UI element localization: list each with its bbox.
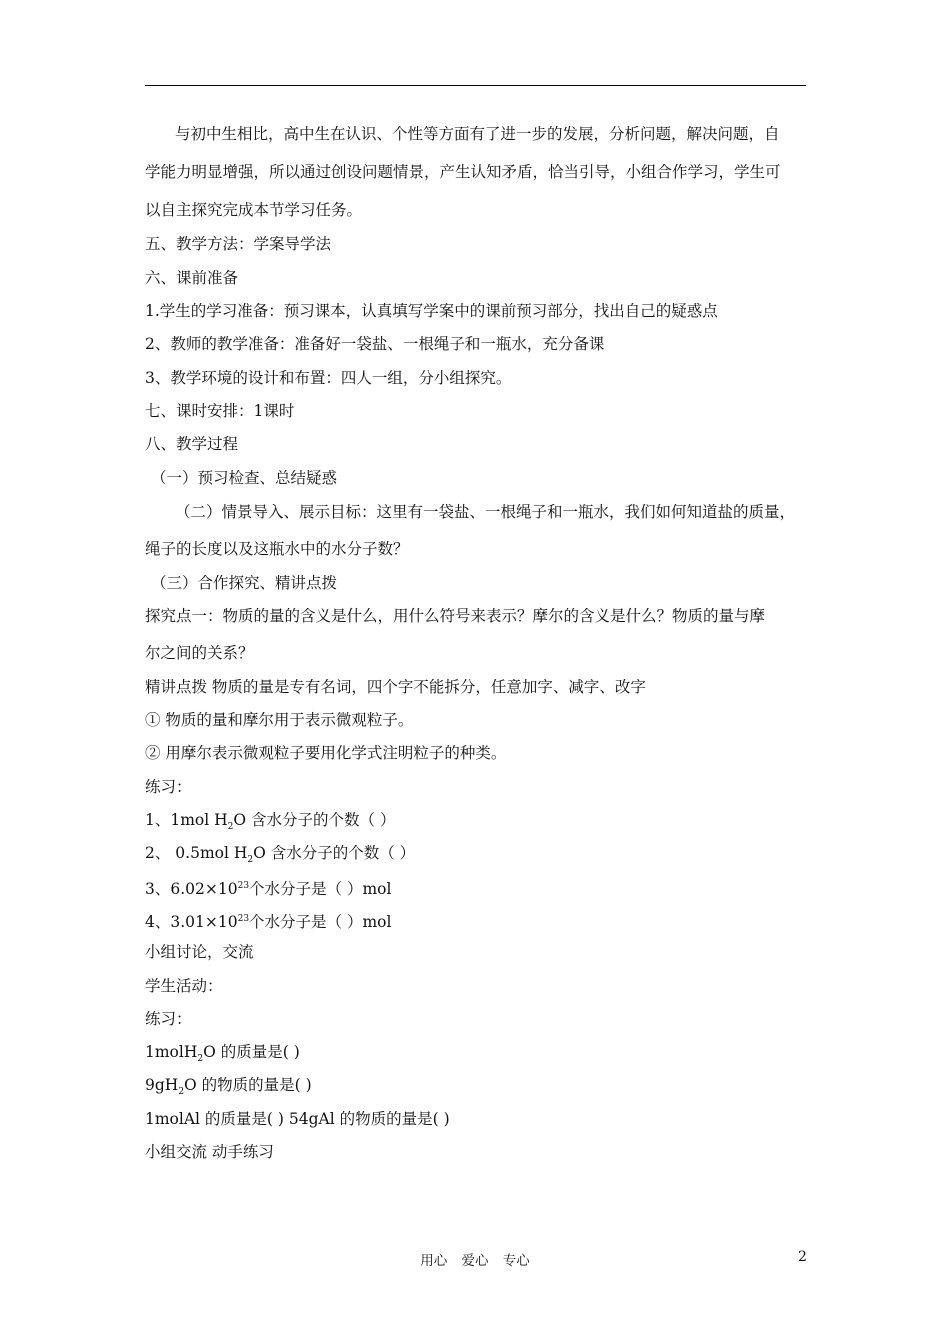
exercise-item — [145, 874, 391, 901]
paragraph-line: 学能力明显增强，所以通过创设问题情景，产生认知矛盾，恰当引导，小组合作学习，学生可 — [145, 163, 781, 181]
exercise-item — [145, 841, 415, 872]
superscript: 23 — [237, 914, 250, 924]
section-heading: 五、教学方法：学案导学法 — [145, 235, 332, 253]
exercise-item — [145, 1073, 312, 1104]
header-rule — [145, 85, 806, 86]
superscript: 23 — [237, 881, 250, 891]
subsection-heading: （三）合作探究、精讲点拨 — [151, 574, 338, 592]
exercise-title: 练习： — [145, 778, 192, 796]
exercise-title: 练习： — [145, 1010, 192, 1028]
exercise-text: O 含水分子的个数（ ） — [233, 811, 396, 829]
list-item: 1.学生的学习准备：预习课本，认真填写学案中的课前预习部分，找出自己的疑惑点 — [145, 302, 718, 320]
exercise-text: 2、 0.5mol H — [145, 844, 248, 862]
exercise-text: O 的物质的量是( ) — [184, 1076, 312, 1094]
exercise-text: O 的质量是( ) — [203, 1043, 300, 1061]
paragraph-line: （二）情景导入、展示目标：这里有一袋盐、一根绳子和一瓶水，我们如何知道盐的质量， — [175, 503, 796, 521]
tip-item: ② 用摩尔表示微观粒子要用化学式注明粒子的种类。 — [145, 744, 507, 762]
paragraph-line: 学生活动： — [145, 977, 223, 995]
exercise-text: 3、6.02×10 — [145, 880, 238, 899]
exercise-item — [145, 1040, 300, 1071]
subscript: 2 — [197, 1054, 204, 1065]
subscript: 2 — [178, 1087, 185, 1098]
exercise-item — [145, 808, 395, 839]
exercise-text: 1molH — [145, 1043, 198, 1061]
tip-line: 精讲点拨 物质的量是专有名词，四个字不能拆分，任意加字、减字、改字 — [145, 678, 646, 696]
paragraph-line: 小组讨论，交流 — [145, 943, 254, 961]
tip-item: ① 物质的量和摩尔用于表示微观粒子。 — [145, 711, 414, 729]
page-number: 2 — [798, 1249, 807, 1265]
section-heading: 八、教学过程 — [145, 435, 239, 453]
exercise-text: 个水分子是（ ）mol — [249, 913, 392, 932]
list-item: 3、教学环境的设计和布置：四人一组，分小组探究。 — [145, 369, 512, 387]
section-heading: 七、课时安排：1课时 — [145, 402, 295, 420]
exercise-item: 1molAl 的质量是( ) 54gAl 的物质的量是( ) — [145, 1110, 450, 1128]
exercise-item — [145, 907, 391, 934]
paragraph-line: 以自主探究完成本节学习任务。 — [145, 201, 363, 219]
exercise-text: 个水分子是（ ）mol — [249, 880, 392, 899]
exercise-text: O 含水分子的个数（ ） — [253, 844, 416, 862]
footer-motto: 用心 爱心 专心 — [420, 1253, 530, 1269]
question-line: 探究点一：物质的量的含义是什么，用什么符号来表示？摩尔的含义是什么？物质的量与摩 — [145, 607, 766, 625]
paragraph-line: 小组交流 动手练习 — [145, 1143, 274, 1161]
paragraph-line: 绳子的长度以及这瓶水中的水分子数？ — [145, 540, 409, 558]
section-heading: 六、课前准备 — [145, 269, 239, 287]
exercise-text: 1、1mol H — [145, 811, 228, 829]
exercise-text: 9gH — [145, 1076, 179, 1094]
question-line: 尔之间的关系？ — [145, 644, 254, 662]
subsection-heading: （一）预习检查、总结疑惑 — [151, 469, 338, 487]
subscript: 2 — [247, 855, 254, 866]
exercise-text: 4、3.01×10 — [145, 913, 238, 932]
list-item: 2、教师的教学准备：准备好一袋盐、一根绳子和一瓶水，充分备课 — [145, 335, 605, 353]
paragraph-line: 与初中生相比，高中生在认识、个性等方面有了进一步的发展，分析问题，解决问题，自 — [175, 125, 780, 143]
subscript: 2 — [227, 822, 234, 833]
